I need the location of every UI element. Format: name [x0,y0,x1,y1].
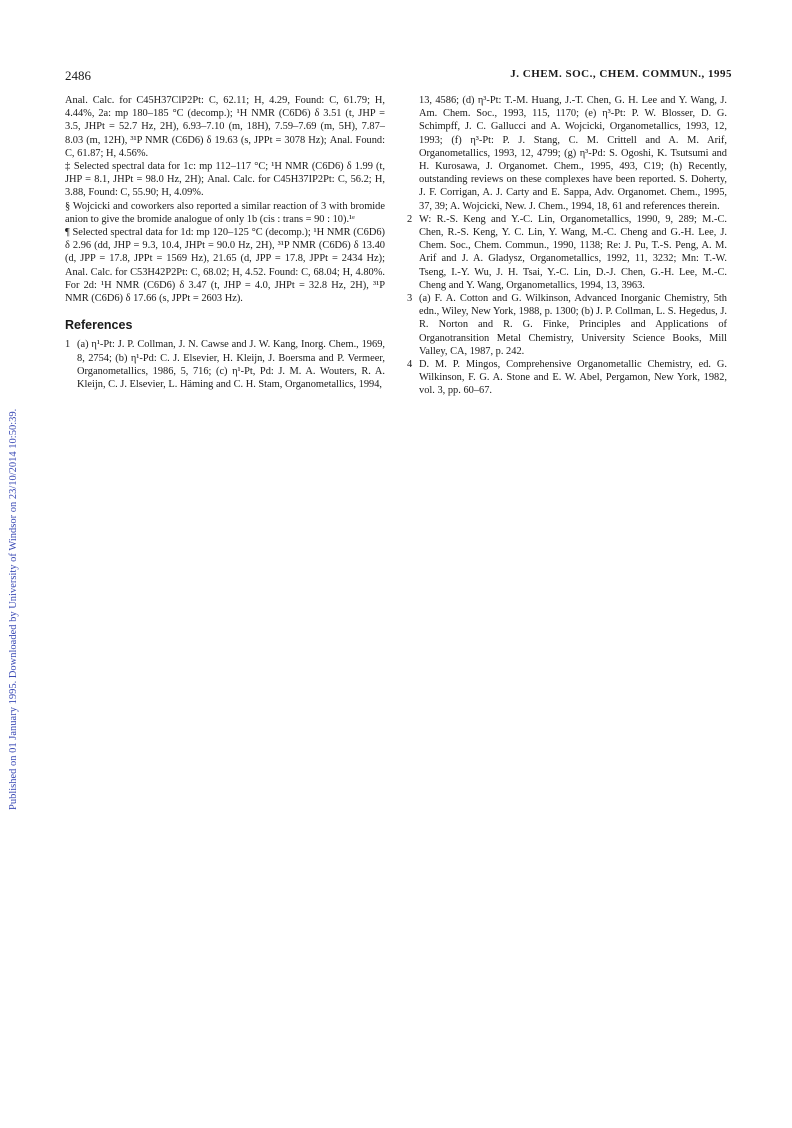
reference-number [407,94,419,213]
footnote-pilcrow: ¶ Selected spectral data for 1d: mp 120–125 °C (decomp.); ¹H NMR (C6D6) δ 2.96 (dd, JHP = 9.3, 10.4, JHPt = 90.0 Hz, 2H), ³¹P NMR (C6D6) δ 13.40 (d, JPP = 17.8, JPPt = 1569 Hz), 21.65 (d, JPP = 17.8, JPPt = 2434 Hz); Anal. Calc. for C53H42P2Pt: C, 68.02; H, 4.52. Found: C, 68.04; H, 4.80%. For 2d: ¹H NMR (C6D6) δ 3.47 (t, JHP = 4.0, JHPt = 32.8 Hz, 2H), ³¹P NMR (C6D6) δ 17.66 (s, JPPt = 2603 Hz). [65,227,385,305]
reference-number: 2 [407,213,413,225]
reference-item [407,213,727,292]
right-column [407,94,727,398]
reference-item [65,338,385,391]
reference-text: (a) η¹-Pt: J. P. Collman, J. N. Cawse and J. W. Kang, Inorg. Chem., 1969, 8, 2754; (b) η¹-Pd: C. J. Elsevier, H. Kleijn, J. Boersma and P. Vermeer, Organometallics, 1986, 5, 716; (c) η¹-Pt, Pd: J. M. A. Wouters, R. A. Kleijn, C. J. Elsevier, L. Häming and C. H. Stam, Organometallics, 1994, [77,339,385,391]
running-head: J. CHEM. SOC., CHEM. COMMUN., 1995 [510,68,732,80]
reference-text: 13, 4586; (d) η³-Pt: T.-M. Huang, J.-T. Chen, G. H. Lee and Y. Wang, J. Am. Chem. Soc., 1993, 115, 1170; (e) η³-Pt: P. W. Blosser, D. G. Schimpff, J. C. Gallucci and A. Wojcicki, Organometallics, 1993, 12, 1993; (f) η³-Pt: P. J. Stang, C. M. Crittell and A. M. Arif, Organometallics, 1993, 12, 4799; (g) η³-Pd: S. Ogoshi, K. Tsutsumi and H. Kurosawa, J. Organomet. Chem., 1995, 493, C19; (h) Recently, outstanding reviews on these complexes have been reported. S. Doherty, J. F. Corrigan, A. J. Carty and E. Sappa, Adv. Organomet. Chem., 1995, 37, 39; A. Wojcicki, New. J. Chem., 1994, 18, 61 and references therein. [419,95,727,212]
footnote-section: § Wojcicki and coworkers also reported a similar reaction of 3 with bromide anion to give the bromide analogue of only 1b (cis : trans = 90 : 10).¹ᵉ [65,200,385,225]
reference-text: D. M. P. Mingos, Comprehensive Organometallic Chemistry, ed. G. Wilkinson, F. G. A. Stone and E. W. Abel, Pergamon, New York, 1982, vol. 3, pp. 60–67. [419,359,727,397]
watermark-text: Published on 01 January 1995. Downloaded by University of Windsor on 23/10/2014 10:50:39. [8,408,19,810]
reference-item [407,358,727,398]
footnote-anal-calc: Anal. Calc. for C45H37ClP2Pt: C, 62.11; H, 4.29, Found: C, 61.79; H, 4.44%, 2a: mp 180–185 °C (decomp.); ¹H NMR (C6D6) δ 3.51 (t, JHP = 3.5, JHPt = 52.7 Hz, 2H), 6.93–7.10 (m, 18H), 7.59–7.69 (m, 5H), 7.87–8.03 (m, 12H), ³¹P NMR (C6D6) δ 19.63 (s, JPPt = 3078 Hz); Anal. Found: C, 61.87; H, 4.56%. [65,95,385,159]
reference-number: 3 [407,293,413,305]
reference-item [407,292,727,358]
references-heading: References [65,318,133,333]
reference-text: (a) F. A. Cotton and G. Wilkinson, Advanced Inorganic Chemistry, 5th edn., Wiley, New York, 1988, p. 1300; (b) J. P. Collman, L. S. Hegedus, J. R. Norton and R. G. Finke, Principles and Applications of Organotransition Metal Chemistry, University Science Books, Mill Valley, CA, 1987, p. 242. [419,293,727,357]
left-column [65,94,385,391]
reference-number: 1 [65,339,71,351]
reference-item [407,94,727,213]
footnote-double-dagger: ‡ Selected spectral data for 1c: mp 112–117 °C; ¹H NMR (C6D6) δ 1.99 (t, JHP = 8.1, JHPt = 98.0 Hz, 2H); Anal. Calc. for C45H37IP2Pt: C, 56.2; H, 3.88, Found: C, 55.90; H, 4.09%. [65,161,385,199]
reference-text: W: R.-S. Keng and Y.-C. Lin, Organometallics, 1990, 9, 289; M.-C. Chen, R.-S. Keng, Y. C. Lin, Y. Wang, M.-C. Cheng and G.-H. Lee, J. Chem. Soc., Chem. Commun., 1990, 1138; Re: J. Pu, T.-S. Peng, A. M. Arif and J. A. Gladysz, Organometallics, 1992, 11, 3232; Mn: T.-W. Tseng, I.-Y. Wu, J. H. Tsai, Y.-C. Lin, D.-J. Chen, G.-H. Lee, M.-C. Cheng and Y. Wang, Organometallics, 1994, 13, 3963. [419,213,727,291]
download-watermark [8,250,22,810]
page-number: 2486 [65,68,91,83]
reference-number: 4 [407,359,413,371]
